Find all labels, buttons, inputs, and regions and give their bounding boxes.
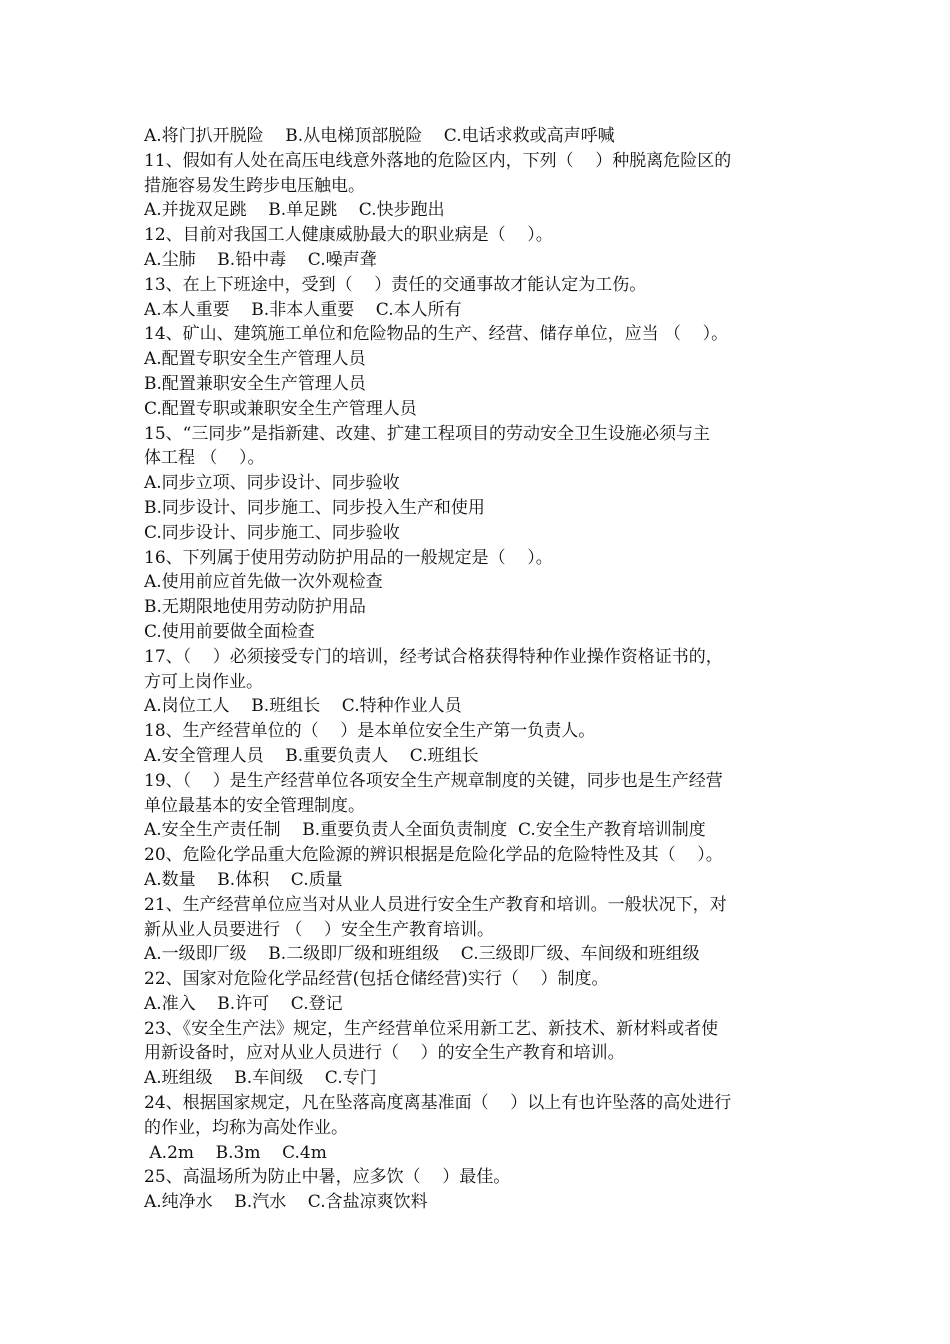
question-12: 12、目前对我国工人健康威胁最大的职业病是（ ）。 [144,225,553,246]
question-19-cont: 单位最基本的安全管理制度。 [144,795,365,816]
options-21: A.一级即厂级 B.二级即厂级和班组级 C.三级即厂级、车间级和班组级 [144,944,700,965]
option-14b: B.配置兼职安全生产管理人员 [144,373,366,394]
question-25: 25、高温场所为防止中暑，应多饮（ ）最佳。 [144,1167,511,1188]
options-18: A.安全管理人员 B.重要负责人 C.班组长 [144,745,479,766]
options-25: A.纯净水 B.汽水 C.含盐凉爽饮料 [144,1192,428,1213]
question-24: 24、根据国家规定，凡在坠落高度离基准面（ ）以上有也许坠落的高处进行 [144,1093,732,1114]
question-20: 20、危险化学品重大危险源的辨识根据是危险化学品的危险特性及其（ ）。 [144,845,723,866]
option-line: A.将门扒开脱险 B.从电梯顶部脱险 C.电话求救或高声呼喊 [144,126,615,146]
option-16c: C.使用前要做全面检查 [144,621,315,642]
option-15c: C.同步设计、同步施工、同步验收 [144,522,400,543]
question-24-cont: 的作业，均称为高处作业。 [144,1117,348,1138]
option-14a: A.配置专职安全生产管理人员 [144,349,366,370]
question-19: 19、（ ）是生产经营单位各项安全生产规章制度的关键，同步也是生产经营 [144,770,723,791]
question-21: 21、生产经营单位应当对从业人员进行安全生产教育和培训。一般状况下，对 [144,894,727,915]
question-18: 18、生产经营单位的（ ）是本单位安全生产第一负责人。 [144,721,596,742]
option-15a: A.同步立项、同步设计、同步验收 [144,473,400,494]
question-14: 14、矿山、建筑施工单位和危险物品的生产、经营、储存单位，应当 （ ）。 [144,324,729,345]
options-22: A.准入 B.许可 C.登记 [144,993,343,1014]
question-17: 17、（ ）必须接受专门的培训，经考试合格获得特种作业操作资格证书的， [144,646,723,667]
question-13: 13、在上下班途中，受到（ ）责任的交通事故才能认定为工伤。 [144,274,647,295]
option-15b: B.同步设计、同步施工、同步投入生产和使用 [144,497,485,518]
question-21-cont: 新从业人员要进行 （ ）安全生产教育培训。 [144,919,495,940]
question-17-cont: 方可上岗作业。 [144,671,263,692]
option-14c: C.配置专职或兼职安全生产管理人员 [144,398,417,419]
options-11: A.并拢双足跳 B.单足跳 C.快步跑出 [144,200,445,221]
question-15-cont: 体工程 （ ）。 [144,448,265,469]
options-23: A.班组级 B.车间级 C.专门 [144,1068,377,1089]
options-24: A.2m B.3m C.4m [144,1142,327,1163]
options-12: A.尘肺 B.铅中毒 C.噪声聋 [144,249,377,270]
options-17: A.岗位工人 B.班组长 C.特种作业人员 [144,696,462,717]
question-11: 11、假如有人处在高压电线意外落地的危险区内，下列（ ）种脱离危险区的 [144,150,732,171]
options-20: A.数量 B.体积 C.质量 [144,869,343,890]
question-16: 16、下列属于使用劳动防护用品的一般规定是（ ）。 [144,547,553,568]
options-19: A.安全生产责任制 B.重要负责人全面负责制度 C.安全生产教育培训制度 [144,820,706,841]
document-body [144,124,814,1215]
question-15: 15、“三同步”是指新建、改建、扩建工程项目的劳动安全卫生设施必须与主 [144,423,711,444]
options-13: A.本人重要 B.非本人重要 C.本人所有 [144,299,462,320]
question-11-cont: 措施容易发生跨步电压触电。 [144,175,365,196]
question-22: 22、国家对危险化学品经营(包括仓储经营)实行（ ）制度。 [144,969,609,990]
option-16a: A.使用前应首先做一次外观检查 [144,572,383,593]
question-23-cont: 用新设备时，应对从业人员进行（ ）的安全生产教育和培训。 [144,1043,625,1064]
option-16b: B.无期限地使用劳动防护用品 [144,597,366,618]
question-23: 23、《安全生产法》规定，生产经营单位采用新工艺、新技术、新材料或者使 [144,1018,719,1039]
